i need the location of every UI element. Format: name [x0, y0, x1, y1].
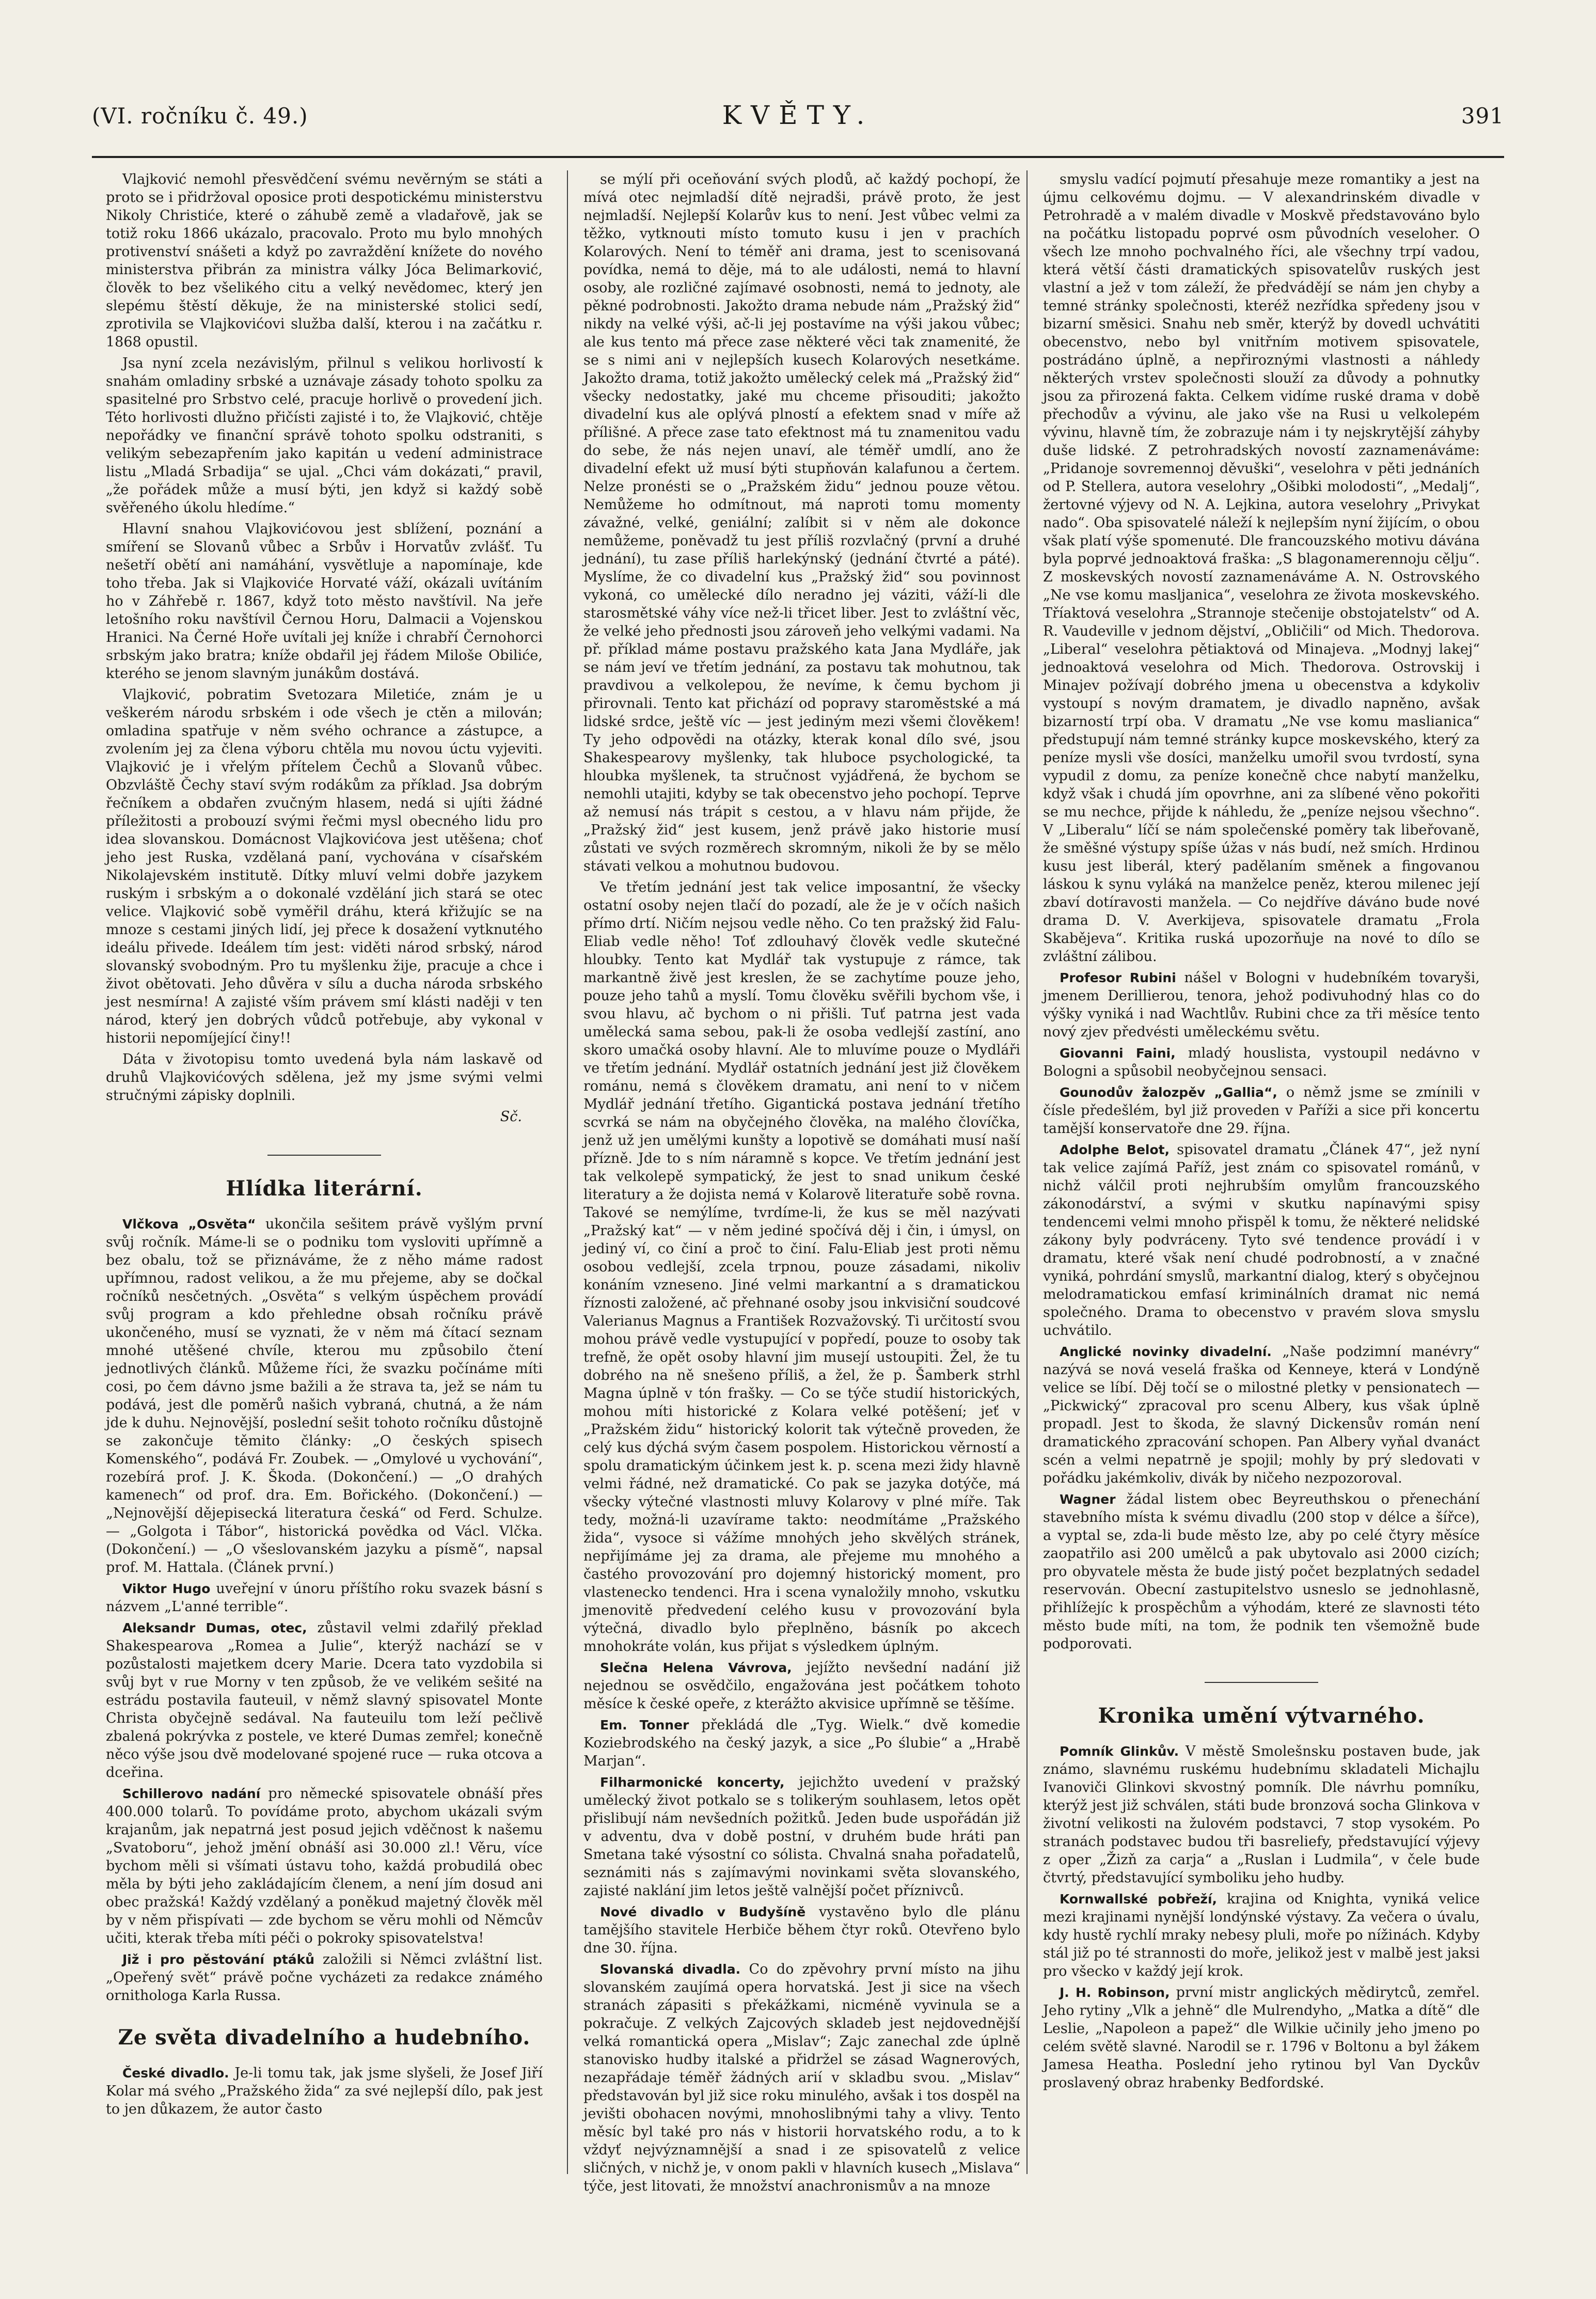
article-text: Co do zpěvohry první místo na jihu slovanském zaujímá opera horvatská. Jest ji sice na všech stranách zápasiti s překážkami, nicméně vyvinula se a pokračuje. Z velkých Zajcových skladeb jest nejdovednější velká romantická opera „Mislav“; Zajc zanechal zde úplně stanovisko hudby italské a přidržel se zásad Wagnerových, nezapřádaje téměř žádných arií v skladbu svou. „Mislav“ představován byl již sice roku minulého, avšak i tos dospěl na jevišti obohacen novými, mnohoslibnými tahy a vlivy. Tento měsíc byl také pro nás v historii horvatského rodu, a to k vždyť nejvýznamnější a snad i ze spisovatelů z velice sličných, v nichž je, v onom pakli v hlavních kusech „Mislava“ týče, jest litovati, že množství anachronismův a na mnoze [583, 1961, 1021, 2194]
article-lead: J. H. Robinson, [1060, 1985, 1170, 2000]
article-text: o němž jsme se zmínili v čísle předešlém, byl již proveden v Paříži a sice při koncertu tamější konservatoře dne 29. října. [1043, 1084, 1480, 1137]
article [583, 1659, 1020, 1713]
article-text: uveřejní v únoru příštího roku svazek básní s názvem „L'anné terrible“. [106, 1581, 543, 1615]
article [583, 1903, 1020, 1957]
article-text: jejížto nevšední nadání již nejednou se osvědčilo, engažována jest počátkem tohoto měsíce k české opeře, z kterážto akvisice upřímně se těšíme. [583, 1660, 1021, 1712]
section-heading: Ze světa divadelního a hudebního. [118, 2025, 531, 2050]
article-text: ukončila sešitem právě vyšlým první svůj ročník. Máme-li se o podniku tom vysloviti upřímně a bez obalu, tož se přiznáváme, že z něho máme radost upřímnou, radost velikou, a že mu přejeme, aby se dočkal ročníků nesčetných. „Osvěta“ s velkým úspěchem provádí svůj program a kdo přehledne obsah ročníku právě ukončeného, musí se vyznati, že v něm má čítací seznam mnohé utěšené chvíle, kterou mu způsobilo čtení jednotlivých článků. Můžeme říci, že svazku počínáme míti cosi, po čem dávno jsme bažili a že strava ta, jež se nám tu podává, jest dle poměrů našich vybraná, chutná, a že nám jde k duhu. Nejnovější, poslední sešit tohoto ročníku důstojně se zakončuje těmito články: „O českých spisech Komenského“, podává Fr. Zoubek. — „Omylové u vychování“, rozebírá prof. J. K. Škoda. (Dokončení.) — „O drahých kamenech“ od prof. dra. Em. Bořického. (Dokončení.) — „Nejnovější dějepisecká literatura česká“ od Ferd. Schulze. — „Golgota i Tábor“, historická povědka od Václ. Vlčka. (Dokončení.) — „O všeslovanském jazyku a písmě“, napsal prof. M. Hattala. (Článek první.) [106, 1216, 543, 1576]
article [106, 1619, 543, 1782]
article [1043, 1083, 1480, 1138]
section-heading: Kronika umění výtvarného. [1098, 1704, 1425, 1728]
article-text: „Naše podzimní manévry“ nazývá se nová veselá fraška od Kenneye, která v Londýně velice se líbí. Děj točí se o milostné pletky v pensionatech — „Pickwický“ zpracoval pro scenu Albery, kus však úplně propadl. Jest to škoda, že slavný Dickensův román není dramatického zpracování schopen. Pan Albery vyňal dvanáct scén a velmi nepatrně je spojil; mohly by prý sledovati v pořádku jakémkoliv, divák by ničeho nezpozoroval. [1043, 1344, 1480, 1486]
article [1043, 1983, 1480, 2092]
article [583, 1960, 1020, 2195]
article-lead: Kornwallské pobřeží, [1060, 1892, 1218, 1907]
article-lead: Aleksandr Dumas, otec, [122, 1620, 307, 1635]
paragraph: Dáta v životopisu tomto uvedená byla nám laskavě od druhů Vlajkovićových sdělena, jež my jsme svými velmi stručnými zápisky doplnili. [106, 1051, 543, 1104]
author-signature: Sč. [500, 1109, 522, 1125]
article [106, 1950, 543, 2005]
article [583, 1716, 1020, 1770]
article-lead: Gounodův žalozpěv „Gallia“, [1060, 1085, 1277, 1100]
column-rule [567, 170, 568, 2174]
column-1 [106, 170, 543, 2174]
article-lead: Pomník Glinkův. [1060, 1744, 1179, 1759]
page-header [92, 100, 1504, 139]
article [1043, 1343, 1480, 1487]
article-text: první mistr anglických mědirytců, zemřel. Jeho rytiny „Vlk a jehně“ dle Mulrendyho, „Matka a dítě“ dle Leslie, „Napoleon a papež“ dle Wilkie učinily jeho jmeno po celém světě slavné. Narodil se r. 1796 v Boltonu a byl žákem Jamesa Heatha. Poslední jeho rytinou byl Van Dyckův proslavený obraz hrabenky Bedfordské. [1043, 1985, 1480, 2091]
article [1043, 1141, 1480, 1340]
article-lead: České divadlo. [122, 2066, 229, 2081]
page-number: 391 [1461, 103, 1504, 129]
article [1043, 1044, 1480, 1080]
article-text: pro německé spisovatele obnáší přes 400.000 tolarů. To povídáme proto, abychom ukázali svým krajanům, jak nepatrná jest posud jejich vděčnost k našemu „Svatoboru“, jehož jmění obnáší asi 30.000 zl.! Věru, více bychom měli si všímati ústavu toho, každá probudilá obec měla by býti jeho zakládajícím členem, a není jím dosud ani obec pražská! Každý vzdělaný a poněkud majetný člověk měl by v něm přispívati — zde bychom se věru mohli od Němcův učiti, kterak třeba míti péči o pokroky spisovatelstva! [106, 1786, 543, 1946]
article-lead: Wagner [1060, 1492, 1116, 1507]
header-rule [92, 156, 1504, 158]
article-lead: Schillerovo nadání [122, 1786, 261, 1801]
article-text: překládá dle „Tyg. Wielk.“ dvě komedie Koziebrodského na český jazyk, a sice „Po ślubie“ a „Hrabě Marjan“. [583, 1717, 1020, 1769]
article-lead: Viktor Hugo [122, 1581, 211, 1596]
article-lead: Profesor Rubini [1060, 970, 1176, 985]
article [1043, 1490, 1480, 1653]
article [1043, 1890, 1480, 1980]
article-text: V městě Smolešnsku postaven bude, jak známo, slavnému ruskému hudebnímu skladateli Michajlu Ivanoviči Glinkovi skvostný pomník. Dle návrhu pomníku, kterýž jest již schválen, státi bude bronzová socha Glinkova v životní velikosti na žulovém podstavci, 7 stop vysokém. Po stranách podstavec budou tři basreliefy, představující výjevy z oper „Žizň za carja“ a „Ruslan i Ludmila“, v čele bude čtvrtý, představující symboliku jeho hudby. [1043, 1743, 1480, 1886]
column-2 [583, 170, 1021, 2194]
article-text: nášel v Bologni v hudebníkém tovaryši, jmenem Derillierou, tenora, jehož podivuhodný hlas co do výšky vyniká i nad Wachtlův. Rubini chce za tři měsíce tento nový zjev předvésti uměleckému světu. [1043, 970, 1480, 1040]
paragraph: Hlavní snahou Vlajkovićovou jest sblížení, poznání a smíření se Slovanů vůbec a Srbův i Horvatův zvlášť. Tu nešetří obětí ani namáhání, vysvětluje a napomínaje, kde toho třeba. Jak si Vlajkoviće Horvaté váží, okázali uvítáním ho v Záhřebě r. 1867, když toto město navštívil. Na jeře letošního roku navštívil Černou Horu, Dalmacii a Vojenskou Hranici. Na Černé Hoře uvítali jej kníže i chrabří Černohorci srbským jako bratra; kníže obdařil jej řádem Miloše Obiliće, kterého se jenom slavným junákům dostává. [106, 521, 543, 682]
article [1043, 969, 1480, 1041]
article-text: založili si Němci zvláštní list. „Opeřený svět“ právě počne vycházeti za redakce známého ornithologa Karla Russa. [106, 1951, 543, 2004]
article-text: krajina od Knighta, vyniká velice mezi krajinami nynější londýnské výstavy. Za večera o úvalu, kdy hustě rychlí mraky nebesy pluli, moře po nížinách. Kdyby stál již po té strannosti do moře, jelikož jest v malbě jest jaksi pro všecko v každý její krok. [1043, 1891, 1480, 1979]
article-text: jejichžto uvedení v pražský umělecký život potkalo se s tolikerým souhlasem, letos opět přislibují nám nevšedních požitků. Jeden bude uspořádán již v adventu, dva v době postní, v druhém bude hráti pan Smetana také výsostní co sólista. Chvalná snaha pořadatelů, seznámiti nás s zajímavými novinkami světa slovanského, zajisté naklání jim letos ještě valnější počet příznivců. [583, 1774, 1020, 1899]
section-divider [267, 1155, 381, 1156]
article-lead: Adolphe Belot, [1060, 1142, 1170, 1157]
section-divider [1205, 1682, 1318, 1683]
article-lead: Již i pro pěstování ptáků [122, 1952, 315, 1967]
article-lead: Giovanni Faini, [1060, 1046, 1176, 1061]
article-text: vystavěno bylo dle plánu tamějšího stavitele Herbiče během čtyr roků. Otevřeno bylo dne 30. října. [583, 1904, 1020, 1956]
paragraph: Jsa nyní zcela nezávislým, přilnul s velikou horlivostí k snahám omladiny srbské a uznávaje zásady tohoto spolku za spasitelné pro Srbstvo celé, pracuje horlivě o provedení jich. Této horlivosti dlužno přičísti zajisté i to, že Vlajković, chtěje nepořádky ve finanční správě tohoto spolku odstraniti, s velikým sebezapřením jako kapitán u vedení administrace listu „Mladá Srbadija“ se ujal. „Chci vám dokázati,“ pravil, „že pořádek může a musí býti, jen když si každý sobě svěřeného úkolu hledíme.“ [106, 355, 543, 516]
article-lead: Vlčkova „Osvěta“ [122, 1217, 256, 1232]
article [106, 2064, 543, 2118]
paragraph: Vlajković, pobratim Svetozara Miletiće, znám je u veškerém národu srbském i ode všech je ctěn a milován; omladina spatřuje v něm svého ochrance a zástupce, a zvolením jej za člena výboru chtěla mu novou úctu vyjeviti. Vlajković je i vřelým přítelem Čechů a Slovanů vůbec. Obzvláště Čechy staví svým rodákům za příklad. Jsa dobrým řečníkem a obdařen zvučným hlasem, nedá si ujíti žádné příležitosti a probouzí svými řečmi mysl obecného lidu pro idea slovanskou. Domácnost Vlajkovićova jest utěšena; choť jeho jest Ruska, vzdělaná paní, vychována v císařském Nikolajevském institutě. Dítky mluví velmi dobře jazykem ruským i srbským a o dokonalé vzdělání jich stará se otec velice. Vlajković sobě vyměřil dráhu, která křižujíc se na mnoze s cestami jiných lidí, jej přece k dosažení vytknutého ideálu přivede. Ideálem tím jest: viděti národ srbský, národ slovanský svobodným. Pro tu myšlenku žije, pracuje a chce i život obětovati. Jeho důvěra v sílu a ducha národa srbského jest nesmírna! A zajisté vším právem smí klásti naději v ten národ, který jen dobrých vůdců potřebuje, aby vykonal v historii nepomíjející činy!! [106, 687, 543, 1046]
column-3 [1043, 170, 1480, 2174]
issue-label: (VI. ročníku č. 49.) [92, 103, 308, 129]
paragraph: se mýlí při oceňování svých plodů, ač každý pochopí, že mívá otec nejmladší dítě nejradši, právě proto, že jest nejmladší. Nejlepší Kolarův kus to není. Jest vůbec velmi za těžko, vytknouti místo tomuto kusu i jen v prachích Kolarových. Není to téměř ani drama, jest to scenisovaná povídka, nemá to děje, má to ale události, nemá to hlavní osoby, ale rozličné zajímavé osobnosti, nemá to jednoty, ale pěkné podrobnosti. Jakožto drama nebude nám „Pražský žid“ nikdy na velké výši, ač-li jej postavíme na výši jakou vůbec; ale kus tento má přece zase některé věci tak znamenité, že se s nimi ani v nejlepších kusech Kolarových nesetkáme. Jakožto drama, totiž jakožto umělecký celek má „Pražský žid“ všecky nedostatky, jaké mu chceme přisouditi; jakožto divadelní kus ale oplývá plností a efektem snad v míře až přílišné. A přece zase tato efektnost má tu znamenitou vadu do sebe, že nás nejen unaví, ale téměř umdlí, ano že divadelní efekt už musí býti stupňován kalafunou a čertem. Nelze pronésti se o „Pražském židu“ jednou pouze větou. Nemůžeme ho odmítnout, má naproti tomu momenty závažné, velké, geniální; zalíbit si v něm ale dokonce nemůžeme, poněvadž tu jest příliš rozvlačný (první a druhé jednání), tu zase příliš harlekýnský (jednání čtvrté a páté). Myslíme, že co divadelní kus „Pražský žid“ sou povinnost vykoná, co umělecké dílo neradno jej váziti, váží-li dle starosmětské váhy více než-li třicet liber. Jest to zvláštní věc, že velké jeho přednosti jsou zároveň jeho velkými vadami. Na př. příklad máme postavu pražského kata Jana Mydláře, jak se nám jeví ve třetím jednání, za postavu tak mohutnou, tak pravdivou a velkolepou, že nevíme, k čemu bychom ji přirovnali. Tento kat přichází od popravy staroměstské a má lidské srdce, ještě víc — jest jediným mezi všemi člověkem! Ty jeho odpovědi na otázky, kterak konal dílo své, jsou Shakespearovy myšlenky, tak hluboce psychologické, ta hloubka myšlenek, ta stručnost vyjádřená, že bychom se nemohli utajiti, kdyby se tak obecenstvo jeho pochopí. Teprve až nemusí nás trápit s cestou, a v hlavu nám přijde, že „Pražský žid“ jest kusem, jenž právě jako historie musí zůstati ve svých rozměrech skromným, nikoli že by se mělo stávati velkou a mohutnou budovou. [583, 171, 1020, 874]
section-heading: Hlídka literární. [226, 1176, 423, 1201]
article-lead: Em. Tonner [600, 1718, 689, 1733]
article-text: žádal listem obec Beyreuthskou o přenechání stavebního místa k svému divadlu (200 stop v délce a šířce), a vyptal se, zda-li bude město lze, aby po celé čtyry měsíce zaopatřilo asi 200 umělců a pak ubytovalo asi 2000 cizích; pro obyvatele města že bude jistý počet bezplatných sedadel reservován. Obecní zastupitelstvo usneslo se jednohlasně, přihlížejíc k prospěchům a výhodám, které ze slavnosti této město bude míti, na tom, že podnik ten všemožně bude podporovati. [1043, 1491, 1480, 1652]
article-lead: Anglické novinky divadelní. [1060, 1344, 1272, 1359]
article-text: mladý houslista, vystoupil nedávno v Bologni a spůsobil neobyčejnou sensaci. [1043, 1045, 1480, 1079]
column-rule [1026, 170, 1028, 2174]
article-text: Je-li tomu tak, jak jsme slyšeli, že Josef Jiří Kolar má svého „Pražského žida“ za své nejlepší dílo, pak jest to jen důkazem, že autor často [106, 2065, 543, 2117]
article-lead: Slovanská divadla. [600, 1962, 741, 1977]
paragraph: Vlajković nemohl přesvědčení svému nevěrným se státi a proto se i přidržoval oposice proti despotickému ministerstvu Nikoly Christiće, které o záhubě země a vladařově, jak se totiž roku 1866 ukázalo, pracovalo. Proto mu bylo mnohých protivenství snášeti a když po zavraždění knížete do nového ministerstva přibrán za ministra války Jóca Belimarković, člověk to bez všelikého citu a velký nevědomec, který jen slepému štěstí děkuje, že na ministerské stolici sedí, zprotivila se Vlajkovićovi služba další, kterou i na začátku r. 1868 opustil. [106, 171, 543, 350]
article-text: zůstavil velmi zdařilý překlad Shakespearova „Romea a Julie“, kterýž nachází se v pozůstalosti majetkem dcery Marie. Dcera tato vyzdobila si svůj byt v rue Morny v ten způsob, že ve velikém sešité na estrádu postavila fauteuil, v němž slavný spisovatel Monte Christa obyčejně sedával. Na fauteuilu tom leží pečlivě zbalená pokrývka z postele, ve které Dumas zemřel; konečně něco výše jsou dvě modelované spojené ruce — ruka otcova a dceřina. [106, 1620, 543, 1781]
article [1043, 1742, 1480, 1887]
article [106, 1785, 543, 1947]
masthead-title: KVĚTY. [722, 100, 874, 130]
article [583, 1773, 1020, 1900]
article-lead: Nové divadlo v Budyšíně [600, 1904, 806, 1919]
article-text: spisovatel dramatu „Článek 47“, jež nyní tak velice zajímá Paříž, jest znám co spisovatel románů, v nichž válčil proti nejhrubším omylům francouzského zákonodárství, a svými v skutku napínavými spisy tendencemi velmi mnoho přispěl k tomu, že některé nelidské zákony byly podvráceny. Tyto své tendence provádí i v dramatu, které však není chudé podrobností, a v značné vyniká, pohrdání smyslů, markantní dialog, který s obyčejnou melodramatickou emfasí kriminálních dramat nic nemá společného. Drama to obecenstvo v pravém slova smyslu uchvátilo. [1043, 1142, 1480, 1339]
article [106, 1215, 543, 1577]
paragraph: smyslu vadící pojmutí přesahuje meze romantiky a jest na újmu celkovému dojmu. — V alexandrinském divadle v Petrohradě a v malém divadle v Moskvě představováno bylo na počátku listopadu poprvé osm původních veseloher. O všech lze mnoho pochvalného říci, ale všechny trpí vadou, která větší části dramatických spisovatelův ruských jest vlastní a jež v tom záleží, že předvádějí se nám jen chyby a temné stránky společnosti, kteréž nezřídka spředeny jsou v bizarní směsici. Snahu neb směr, kterýž by dovedl uchvátiti obecenstvo, nebo byl vnitřním motivem spisovatele, postrádáno úplně, a nepřiroznými vlastnosti a náhledy některých vrstev společnosti slouží za důvody a pohnutky jsou za přirozená fakta. Celkem vidíme ruské drama v době přechodův a vývinu, ale jako vše na Rusi u velkolepém vývinu, hlavně tím, že zobrazuje nám i ty nejskrytější záhyby duše lidské. Z petrohradských novostí zaznamenáváme: „Pridanoje sovremennoj děvuški“, veselohra v pěti jednáních od P. Stellera, autora veselohry „Ošibki molodosti“, „Medalj“, žertovné výjevy od N. A. Lejkina, autora veselohry „Privykat nado“. Oba spisovatelé náleží k nejlepším nyní žijícím, o obou však platí výše spomenuté. Dle francouzského motivu dávána byla poprvé jednoaktová fraška: „S blagonamerennoju cělju“. Z moskevských novostí zaznamenáváme A. N. Ostrovského „Ne vse komu masljanica“, veselohra ze života moskevského. Tříaktová veselohra „Strannoje stečenije obstojatelstv“ od A. R. Vaudeville v jednom dějství, „Obličili“ od Mich. Thedorova. „Liberal“ veselohra pětiaktová od Minajeva. „Modnyj lakej“ jednoaktová veselohra od Mich. Thedorova. Ostrovskij i Minajev požívají dobrého jmena u obecenstva a kdykoliv vystoupí s novým dramatem, je divadlo napněno, avšak bizarností trpí oba. V dramatu „Ne vse komu maslianica“ předstupují nám temné stránky kupce moskevského, který za peníze mysli vše dosíci, manželku umořil svou tvrdostí, syna vypudil z domu, za peníze konečně chce nabytí manželku, když však i chudá jím opovrhne, ani za slíbené věno pokořiti se mu nechce, přijde k náhledu, že „peníze nejsou všechno“. V „Liberalu“ líčí se nám společenské poměry tak libeřovaně, že směšné výstupy spíše úžas v nás budí, než smích. Hrdinou kusu jest liberál, který padělaním směnek a fingovanou láskou k synu vyláká na manželce peněz, kterou milenec její zbaví dotíravosti manžela. — Co nejdříve dáváno bude nové drama D. V. Averkijeva, spisovatele dramatu „Frola Skabějeva“. Kritika ruská upozorňuje na nové to dílo se zvláštní zálibou. [1043, 171, 1480, 965]
article-lead: Filharmonické koncerty, [600, 1775, 785, 1790]
article-lead: Slečna Helena Vávrova, [600, 1660, 792, 1675]
paragraph: Ve třetím jednání jest tak velice imposantní, že všecky ostatní osoby nejen tlačí do pozadí, ale že je v očích našich přímo drtí. Ničím nejsou vedle něho. Co ten pražský žid Falu-Eliab vedle něho! Toť zdlouhavý člověk vedle skutečné hloubky. Tento kat Mydlář tak vystupuje z rámce, tak markantně živě jest kreslen, že se zachytíme pouze jeho, pouze jeho tahů a myslí. Tomu člověku svěřili bychom vše, i svou hlavu, ač bychom o ni přišli. Tuť patrna jest vada umělecká sama sebou, pak-li že osoba vedlejší zastíní, ano skoro umačká osoby hlavní. Ale to mluvíme pouze o Mydláři ve třetím jednání. Mydlář ostatních jednání jest již člověkem románu, nemá s člověkem dramatu, ani není to v ničem Mydlář jednání třetího. Gigantická postava jednání třetího scvrká se nám na obyčejného člověka, na malého človíčka, jenž už jen umělými kunšty a lopotivě se domáhati musí naší přízně. Jde to s ním náramně s kopce. Ve třetím jednání jest tak velkolepě sympatický, že jest to snad unikum české literatury a že dojista nemá v Kolarově literatuře sobě rovna. Takové se nemýlíme, tvrdíme-li, že kus se měl nazývati „Pražský kat“ — v něm jediné spočívá děj i čin, i úmysl, on jediný ví, co činí a proč to činí. Falu-Eliab jest proti němu osobou vedlejší, zcela trpnou, pouze zásadami, nikoliv konáním vzneseno. Jiné velmi markantní a s dramatickou říznosti založené, ač přehnané osoby jsou inkvisiční soudcové Valerianus Magnus a František Rozvažovský. Ti určitostí svou mohou právě vedle vystupující v popředí, pouze to osoby tak trefně, že opět osoby hlavní jim musejí ustoupiti. Žel, že tu dobrého na ně snešeno příliš, a žel, že p. Šamberk strhl Magna úplně v tón frašky. — Co se týče studií historických, mohou míti historické z Kolara velké potěšení; jeť v „Pražském židu“ historický kolorit tak výtečně proveden, že celý kus dýchá svým časem pospolem. Historickou věrností a spolu dramatickým účinkem jest k. p. scena mezi židy hlavně velmi řádné, než dramatické. Co pak se jazyka dotýče, má všecky výtečné vlastnosti mluvy Kolarovy v plné míře. Tak tedy, možná-li uzavírame takto: neodmítáme „Pražského žida“, vysoce si vážíme mnohých jeho skvělých stránek, nepřijímáme jej za drama, ale přejeme mu mnohého a častého provozování pro dojemný historický moment, pro vlastenecko tendenci. Hra i scena vynaložily mnoho, vskutku jmenovitě předvedení celého kusu v provozování byla výtečná, divadlo bylo přeplněno, básník po akcech mnohokráte volán, kus přijat s výsledkem úplným. [583, 879, 1020, 1655]
article [106, 1580, 543, 1616]
